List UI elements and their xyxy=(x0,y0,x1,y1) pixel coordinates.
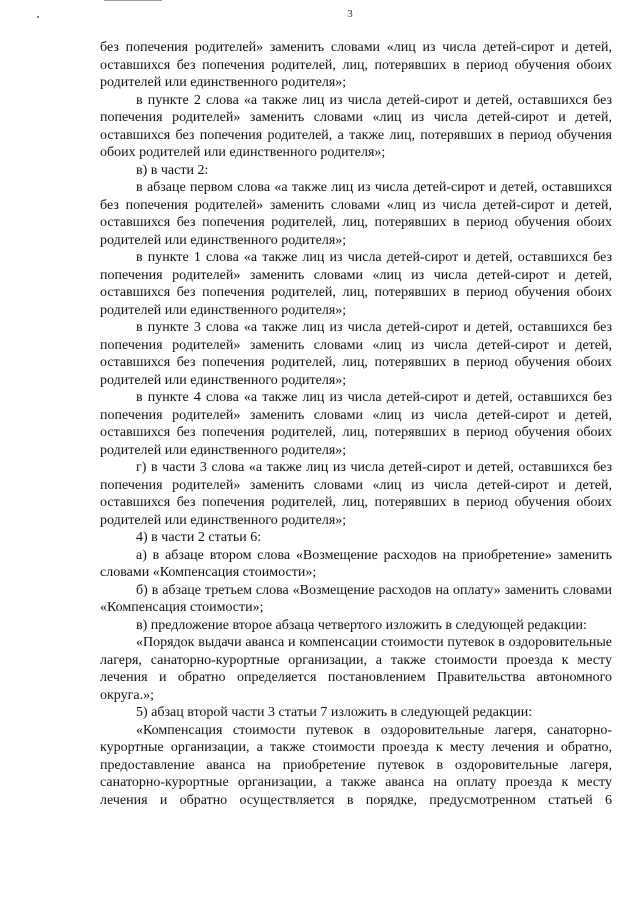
paragraph: «Порядок выдачи аванса и компенсации стоимости путевок в оздоровительные лагеря, санаторно-курортные организации, а также стоимости проезда к месту лечения и обратно определяется постановлением Правительства автономного округа.»; xyxy=(100,635,612,703)
paragraph: в пункте 2 слова «а также лиц из числа детей-сирот и детей, оставшихся без попечения родителей» заменить словами «лиц из числа детей-сирот и детей, оставшихся без попечения родителей, а также лиц, потерявших в период обучения обоих родителей или единственного родителя»; xyxy=(100,92,612,160)
paragraph: в абзаце первом слова «а также лиц из числа детей-сирот и детей, оставшихся без попечения родителей» заменить словами «лиц из числа детей-сирот и детей, оставшихся без попечения родителей, лиц, потерявших в период обучения обоих родителей или единственного родителя»; xyxy=(100,180,612,248)
paragraph: «Компенсация стоимости путевок в оздоровительные лагеря, санаторно-курортные организации, а также стоимости проезда к месту лечения и обратно, предоставление аванса на приобретение путевок в оздоровительные лагеря, санаторно-курортные организации, а также аванса на оплату проезда к месту лечения и обратно осуществляется в порядке, предусмотренном статьей 6 xyxy=(100,722,612,808)
paragraph: а) в абзаце втором слова «Возмещение расходов на приобретение» заменить словами «Компенсация стоимости»; xyxy=(100,547,612,580)
paragraph: 4) в части 2 статьи 6: xyxy=(136,530,262,545)
paragraph: в) предложение второе абзаца четвертого изложить в следующей редакции: xyxy=(136,617,587,633)
page-number: 3 xyxy=(347,8,353,20)
paragraph: г) в части 3 слова «а также лиц из числа детей-сирот и детей, оставшихся без попечения родителей» заменить словами «лиц из числа детей-сирот и детей, оставшихся без попечения родителей, лиц, потерявших в период обучения обоих родителей или единственного родителя»; xyxy=(100,460,612,528)
paragraph: в пункте 3 слова «а также лиц из числа детей-сирот и детей, оставшихся без попечения родителей» заменить словами «лиц из числа детей-сирот и детей, оставшихся без попечения родителей, лиц, потерявших в период обучения обоих родителей или единственного родителя»; xyxy=(100,320,612,388)
paragraph: в пункте 4 слова «а также лиц из числа детей-сирот и детей, оставшихся без попечения родителей» заменить словами «лиц из числа детей-сирот и детей, оставшихся без попечения родителей, лиц, потерявших в период обучения обоих родителей или единственного родителя»; xyxy=(100,390,612,458)
document-body xyxy=(100,39,612,809)
paragraph: б) в абзаце третьем слова «Возмещение расходов на оплату» заменить словами «Компенсация стоимости»; xyxy=(100,582,612,615)
paragraph: 5) абзац второй части 3 статьи 7 изложить в следующей редакции: xyxy=(136,705,533,720)
paragraph: в) в части 2: xyxy=(136,162,209,178)
paragraph: без попечения родителей» заменить словами «лиц из числа детей-сирот и детей, оставшихся без попечения родителей, лиц, потерявших в период обучения обоих родителей или единственного родителя»; xyxy=(100,40,612,90)
scan-mark xyxy=(104,0,162,1)
paragraph: в пункте 1 слова «а также лиц из числа детей-сирот и детей, оставшихся без попечения родителей» заменить словами «лиц из числа детей-сирот и детей, оставшихся без попечения родителей, лиц, потерявших в период обучения обоих родителей или единственного родителя»; xyxy=(100,250,612,318)
